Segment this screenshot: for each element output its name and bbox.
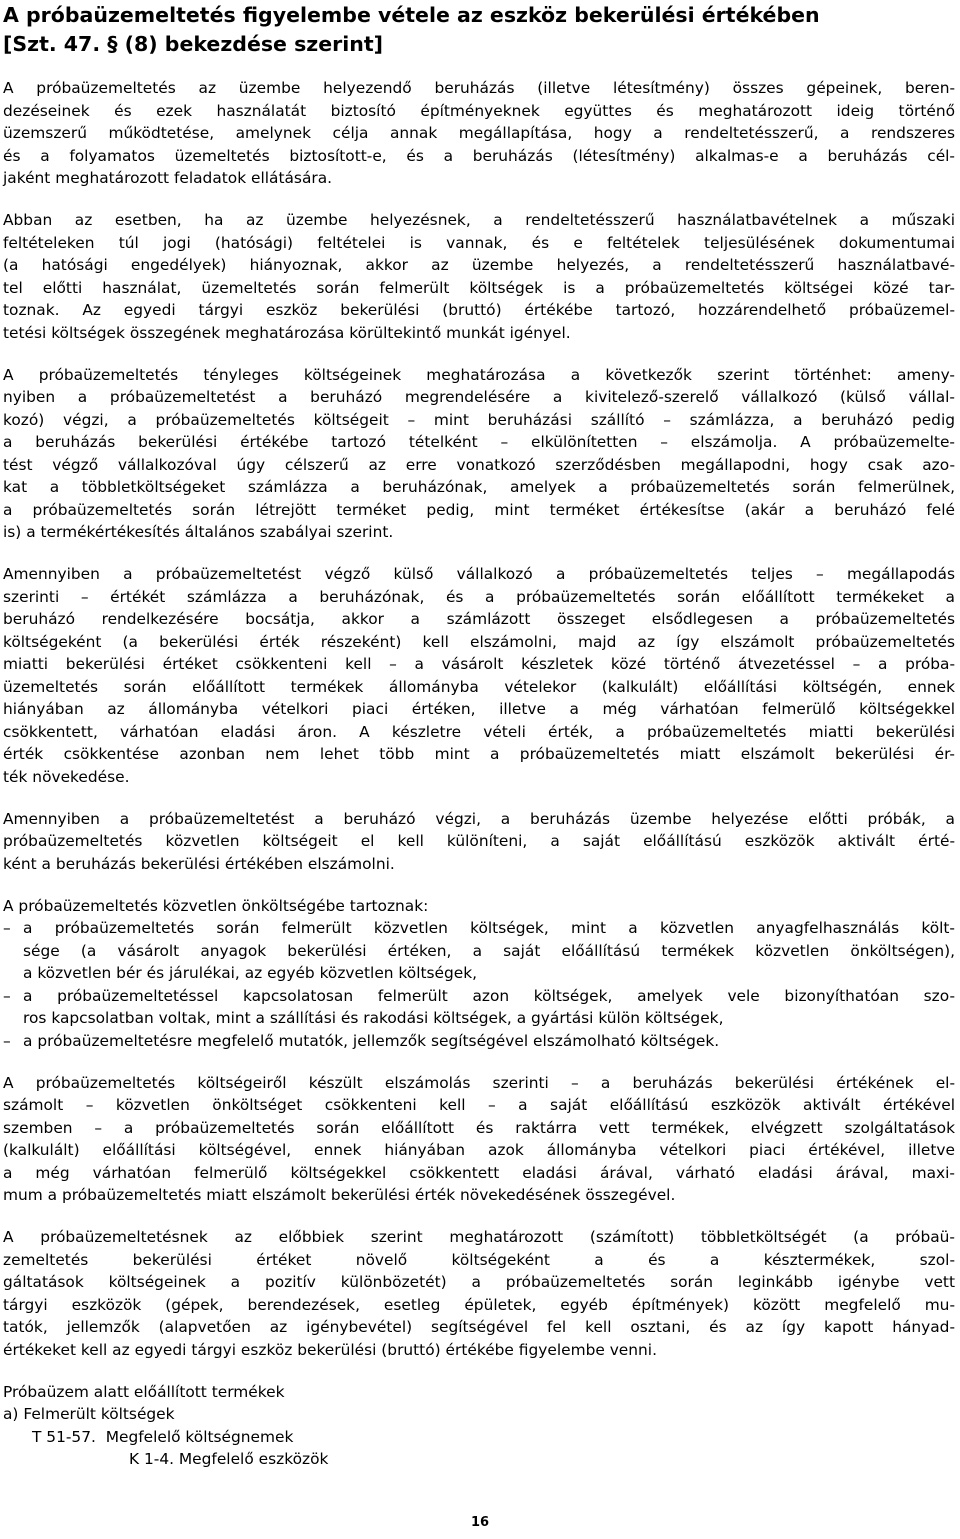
paragraph-line: nyiben a próbaüzemeltetést a beruházó megrendelésére a kivitelező-szerelő vállalkozó (külső vállal-	[3, 388, 955, 406]
list-item-line: a közvetlen bér és járulékai, az egyéb közvetlen költségek,	[23, 964, 478, 982]
paragraph-line: feltételeken túl jogi (hatósági) feltételei is vannak, és e feltételek teljesülésének dokumentumai	[3, 233, 955, 252]
paragraph-line: (kalkulált) előállítási költségével, ennek hiányában azok állományba vételkori piaci értékével, illetve	[3, 1141, 955, 1159]
paragraph-line: kat a többletköltségeket számlázza a beruházónak, amelyek a próbaüzemeltetés során felmerülnek,	[3, 478, 955, 496]
list-item-text: a próbaüzemeltetés során felmerült közvetlen költségek, mint a közvetlen anyagfelhasználás költ-	[23, 919, 955, 937]
paragraph	[3, 808, 955, 876]
body-text	[3, 1072, 955, 1362]
list-item-line: ros kapcsolatban voltak, mint a szállítási és rakodási költségek, a gyártási külön költségek,	[23, 1009, 724, 1027]
list-item	[3, 917, 955, 985]
list-item-text: a próbaüzemeltetéssel kapcsolatosan felmerült azon költségek, amelyek vele bizonyíthatóan szo-	[23, 986, 955, 1005]
direct-costs-list	[3, 917, 955, 1052]
direct-costs-section	[3, 895, 955, 1053]
paragraph-line: csökkentett, várhatóan eladási áron. A készletre vételi érték, a próbaüzemeltetés miatti bekerülési	[3, 722, 955, 741]
paragraph-line: tetési költségek összegének meghatározása körültekintő munkát igényel.	[3, 323, 571, 342]
paragraph-line: A próbaüzemeltetés költségeiről készült elszámolás szerinti – a beruházás bekerülési értékének el-	[3, 1073, 955, 1092]
paragraph-line: szemben – a próbaüzemeltetés során előállított és raktárra vett termékek, elvégzett szolgáltatások	[3, 1118, 955, 1137]
page-number: 16	[470, 1515, 490, 1530]
paragraph-line: és a folyamatos üzemeltetés biztosított-e, és a beruházás (létesítmény) alkalmas-e a beruházás cél-	[3, 146, 955, 165]
paragraph-line: toznak. Az egyedi tárgyi eszköz bekerülési (bruttó) értékébe tartozó, hozzárendelhető próbaüzemel-	[3, 301, 955, 319]
paragraph-line: ként a beruházás bekerülési értékében elszámolni.	[3, 854, 395, 873]
list-item-line	[3, 985, 955, 1008]
paragraph	[3, 1072, 955, 1207]
paragraph-line: A próbaüzemeltetésnek az előbbiek szerint meghatározott (számított) többletköltségét (a próbaü-	[3, 1228, 955, 1246]
title-line: [Szt. 47. § (8) bekezdése szerint]	[3, 32, 384, 56]
paragraph-line: ték növekedése.	[3, 767, 130, 786]
paragraph-line: jaként meghatározott feladatok ellátására.	[3, 169, 333, 187]
paragraph-line: a beruházás bekerülési értékébe tartozó tételként – elkülönítetten – elszámolja. A próbaüzemelte-	[3, 433, 955, 451]
paragraph-line: próbaüzemeltetés közvetlen költségeit el kell különíteni, a saját előállítású eszközök aktivált érté-	[3, 832, 955, 850]
dash-bullet: –	[3, 1031, 11, 1050]
paragraph-line: tést végző vállalkozóval úgy célszerű az erre vonatkozó szerződésben megállapodni, hogy csak azo-	[3, 455, 955, 474]
paragraph-line: beruházó rendelkezésére bocsátja, akkor a számlázott összeget elsődlegesen a próbaüzemeltetés	[3, 610, 955, 628]
title-line: A próbaüzemeltetés figyelembe vétele az eszköz bekerülési értékében	[3, 3, 820, 27]
paragraph-line: kozó) végzi, a próbaüzemeltetés költségeit – mint beruházási szállító – számlázza, a beruházó pedig	[3, 410, 955, 429]
body-text	[3, 77, 955, 875]
list-item-line	[3, 917, 955, 940]
list-item	[3, 985, 955, 1030]
paragraph-line: számolt – közvetlen önköltséget csökkenteni kell – a saját előállítású eszközök aktivált értékével	[3, 1096, 955, 1114]
closing-entry-k: K 1-4. Megfelelő eszközök	[129, 1450, 329, 1468]
paragraph-line: Abban az esetben, ha az üzembe helyezésnek, a rendeltetésszerű használatbavételnek a műszaki	[3, 211, 955, 229]
paragraph	[3, 563, 955, 788]
paragraph	[3, 1226, 955, 1361]
paragraph-line: (a hatósági engedélyek) hiányoznak, akkor az üzembe helyezés, a rendeltetésszerű használatbavé-	[3, 256, 955, 274]
paragraph-line: mum a próbaüzemeltetés miatt elszámolt bekerülési érték növekedésének összegével.	[3, 1186, 676, 1204]
paragraph-line: üzemeltetés során előállított termékek állományba vételekor (kalkulált) előállítási költségén, ennek	[3, 677, 955, 696]
paragraph-line: zemeltetés bekerülési értéket növelő költségeként a és a késztermékek, szol-	[3, 1250, 955, 1269]
paragraph-line: A próbaüzemeltetés tényleges költségeinek meghatározása a következők szerint történhet: ameny-	[3, 365, 955, 384]
dash-bullet: –	[3, 986, 11, 1005]
dash-bullet: –	[3, 919, 11, 937]
paragraph-line: miatti bekerülési értéket csökkenteni kell – a vásárolt készletek közé történő átvezetéssel – a próba-	[3, 655, 955, 673]
paragraph-line: a próbaüzemeltetés során létrejött terméket pedig, mint terméket értékesítse (akár a beruházó felé	[3, 500, 955, 519]
paragraph-line: dezéseinek és ezek használatát biztosító építményeknek együttes és meghatározott ideig történő	[3, 101, 955, 120]
paragraph-line: hiányában az állományba vételkori piaci értéken, illetve a még várhatóan felmerülő költségekkel	[3, 700, 955, 718]
document-title	[3, 0, 955, 59]
paragraph-line: tel előtti használat, üzemeltetés során felmerült költségek is a próbaüzemeltetés költségei közé tar-	[3, 278, 955, 297]
closing-block	[3, 1381, 955, 1471]
list-item-line: sége (a vásárolt anyagok bekerülési értéken, a saját előállítású termékek közvetlen önköltségen),	[23, 941, 955, 960]
closing-entry-t: T 51-57. Megfelelő költségnemek	[32, 1427, 294, 1446]
paragraph-line: érték csökkentése azonban nem lehet több mint a próbaüzemeltetés miatt elszámolt bekerülési ér-	[3, 745, 955, 763]
list-item	[3, 1030, 955, 1053]
closing-subheading: a) Felmerült költségek	[3, 1405, 175, 1423]
paragraph-line: Amennyiben a próbaüzemeltetést végző külső vállalkozó a próbaüzemeltetés teljes – megállapodás	[3, 565, 955, 583]
list-item-line	[3, 1030, 955, 1053]
paragraph-line: értékeket kell az egyedi tárgyi eszköz bekerülési (bruttó) értékébe figyelembe venni.	[3, 1340, 657, 1359]
paragraph-line: Amennyiben a próbaüzemeltetést a beruházó végzi, a beruházás üzembe helyezése előtti próbák, a	[3, 809, 955, 828]
paragraph-line: tatók, jellemzők (alapvetően az igénybevétel) segítségével fel kell osztani, és az így kapott hányad-	[3, 1318, 955, 1336]
paragraph-line: tárgyi eszközök (gépek, berendezések, esetleg épületek, egyéb építmények) között megfelelő mu-	[3, 1295, 955, 1314]
list-item-text: a próbaüzemeltetésre megfelelő mutatók, jellemzők segítségével elszámolható költségek.	[23, 1031, 720, 1050]
paragraph-line: költségeként (a bekerülési érték részeként) kell elszámolni, majd az így elszámolt próbaüzemeltetés	[3, 632, 955, 651]
closing-heading: Próbaüzem alatt előállított termékek	[3, 1382, 285, 1401]
paragraph-line: üzemszerű működtetése, amelynek célja annak megállapítása, hogy a rendeltetésszerű, a rendszeres	[3, 124, 955, 142]
paragraph-line: szerinti – értékét számlázza a beruházónak, és a próbaüzemeltetés során előállított termékeket a	[3, 587, 955, 606]
direct-costs-intro: A próbaüzemeltetés közvetlen önköltségébe tartoznak:	[3, 896, 429, 915]
paragraph	[3, 209, 955, 344]
paragraph	[3, 77, 955, 190]
paragraph-line: gáltatások költségeinek a pozitív különbözetét) a próbaüzemeltetés során leginkább igénybe vett	[3, 1273, 955, 1291]
document-page	[3, 0, 955, 1490]
paragraph-line: A próbaüzemeltetés az üzembe helyezendő beruházás (illetve létesítmény) összes gépeinek, beren-	[3, 79, 955, 97]
paragraph-line: a még várhatóan felmerülő költségekkel csökkentett eladási árával, várható eladási árával, maxi-	[3, 1163, 955, 1182]
paragraph	[3, 364, 955, 544]
paragraph-line: is) a termékértékesítés általános szabályai szerint.	[3, 523, 394, 541]
